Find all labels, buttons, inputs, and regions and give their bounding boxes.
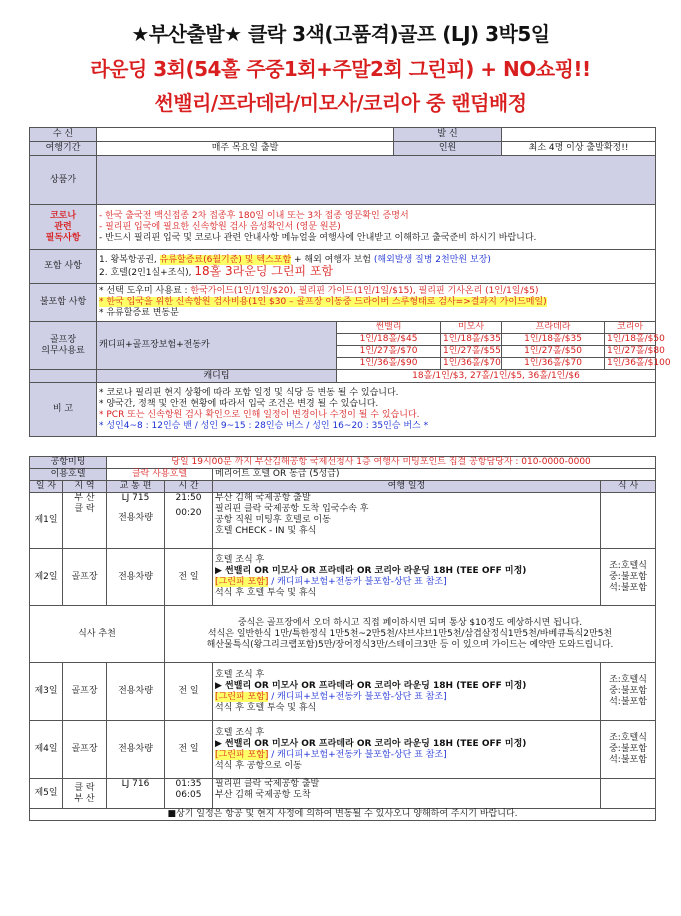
col-header-region: 지 역	[63, 481, 107, 493]
fee-cell: 1인/36홀/$70	[502, 358, 605, 370]
meals-cell: 조:호텔식 중:불포함 석:불포함	[601, 663, 656, 721]
time-cell: 전 일	[165, 549, 213, 606]
title-line3: 썬밸리/프라데라/미모사/코리아 중 랜덤배정	[154, 91, 527, 115]
caddy-tip-value: 18홀/1인/$3, 27홀/1인/$5, 36홀/1인/$6	[337, 370, 656, 383]
golf-fee-row-label: 캐디피+골프장보험+전동카	[97, 322, 337, 370]
fee-cell: 1인/27홀/$70	[337, 346, 441, 358]
from-value	[502, 128, 656, 142]
period-value: 매주 목요일 출발	[97, 142, 394, 156]
region-cell: 클 락 부 산	[63, 779, 107, 809]
table-row	[30, 549, 656, 606]
transport-cell: 전용차량	[107, 549, 165, 606]
fee-cell: 1인/36홀/$90	[337, 358, 441, 370]
day-cell: 제2일	[30, 549, 63, 606]
course-pradera: 프라데라	[502, 322, 605, 334]
transport-cell: LJ 715 전용차량	[107, 493, 165, 549]
golf-fee-label: 골프장 의무사용료	[30, 322, 97, 370]
from-label: 발 신	[394, 128, 502, 142]
covid-notice: - 한국 출국전 백신접종 2차 접종후 180일 이내 또는 3차 접종 영문확인 증명서 - 필리핀 입국에 필요한 신속항원 검사 음성확인서 (영문 원본) - 반드시 필리핀 입국 및 코로나 관련 안내사항 메뉴얼을 여행사에 안내받고 이해하고 출국준비 하시기 바랍니다.	[97, 205, 656, 250]
meals-cell: 조:호텔식 중:불포함 석:불포함	[601, 721, 656, 779]
col-header-meals: 식 사	[601, 481, 656, 493]
table-row	[30, 721, 656, 779]
day-cell: 제4일	[30, 721, 63, 779]
meals-cell	[601, 493, 656, 549]
to-value	[97, 128, 394, 142]
schedule-cell: 부산 김해 국제공항 출발 필리핀 클락 국제공항 도착 입국수속 후 공항 직원 미팅후 호텔로 이동 호텔 CHECK - IN 및 휴식	[213, 493, 601, 549]
table-row	[30, 493, 656, 549]
fee-cell: 1인/18홀/$35	[502, 334, 605, 346]
included-items: 1. 왕복항공권, 유류할증료(6월기준) 및 텍스포함 + 해외 여행자 보험 (해외발생 질병 2천만원 보장) 2. 호텔(2인1실+조식), 18홀 3라운딩 그린피 포함	[97, 250, 656, 284]
time-cell: 전 일	[165, 721, 213, 779]
itinerary-table	[29, 456, 656, 821]
excluded-items: * 선택 도우미 사용료 : 한국가이드(1인/1일/$20), 필리핀 가이드(1인/1일/$15), 필리핀 기사온리 (1인/1일/$5) * 한국 입국을 위한 신속항원 검사비용(1인 $30 – 골프장 이동중 드라이버 스루형태로 검사=>결과지 가이드메일) * 유류할증료 변동분	[97, 284, 656, 322]
table-row	[30, 779, 656, 809]
hotel-city: 클락 사용호텔	[107, 469, 213, 481]
region-cell: 골프장	[63, 549, 107, 606]
to-label: 수 신	[30, 128, 97, 142]
fee-cell: 1인/27홀/$50	[502, 346, 605, 358]
day-cell: 제3일	[30, 663, 63, 721]
day-cell: 제1일	[30, 493, 63, 549]
product-info-table	[29, 127, 671, 437]
time-cell: 전 일	[165, 663, 213, 721]
col-header-day: 일 자	[30, 481, 63, 493]
fee-cell: 1인/27홀/$80	[605, 346, 656, 358]
time-cell: 01:35 06:05	[165, 779, 213, 809]
meal-recommendation-label: 식사 추천	[30, 606, 165, 663]
schedule-cell: 호텔 조식 후 ▶ 썬밸리 OR 미모사 OR 프라데라 OR 코리아 라운딩 18H (TEE OFF 미정) [그린피 포함] / 캐디피+보험+전동카 불포함-상단 표 참조] 석식 후 호텔 투숙 및 휴식	[213, 663, 601, 721]
region-cell: 골프장	[63, 721, 107, 779]
title-line1: ★부산출발★ 클락 3색(고품격)골프 (LJ) 3박5일	[131, 22, 550, 46]
course-sunvalley: 썬밸리	[337, 322, 441, 334]
region-cell: 골프장	[63, 663, 107, 721]
course-korea: 코리아	[605, 322, 656, 334]
blank-cell	[30, 370, 97, 383]
notes-content: * 코로나 필리핀 현지 상황에 따라 포함 일정 및 식당 등 변동 될 수 있습니다. * 양국간, 정책 및 안전 현황에 따라서 입국 조건은 변경 될 수 있습니다. * PCR 또는 신속항원 검사 확인으로 인해 일정이 변경이나 수정이 될 수 있습니다. * 성인4~8 : 12인승 밴 / 성인 9~15 : 28인승 버스 / 성인 16~20 : 35인승 버스 *	[97, 383, 656, 437]
excluded-label: 불포함 사항	[30, 284, 97, 322]
period-label: 여행기간	[30, 142, 97, 156]
pax-label: 인원	[394, 142, 502, 156]
footnote: ■상기 일정은 항공 및 현지 사정에 의하여 변동될 수 있사오니 양해하여 주시기 바랍니다.	[30, 809, 656, 821]
covid-label: 코로나 관련 필독사항	[30, 205, 97, 250]
meeting-info: 당일 19시00분 까지 부산김해공항 국제선청사 1층 여행사 미팅포인트 집결 공항담당자 : 010-0000-0000	[107, 457, 656, 469]
fee-cell: 1인/36홀/$100	[605, 358, 656, 370]
transport-cell: LJ 716	[107, 779, 165, 809]
schedule-cell: 필리핀 클락 국제공항 출발 부산 김해 국제공항 도착	[213, 779, 601, 809]
included-label: 포함 사항	[30, 250, 97, 284]
transport-cell: 전용차량	[107, 721, 165, 779]
region-cell: 부 산 클 락	[63, 493, 107, 549]
product-price-label: 상품가	[30, 156, 97, 205]
fee-cell: 1인/18홀/$50	[605, 334, 656, 346]
table-row	[30, 663, 656, 721]
meals-cell	[601, 779, 656, 809]
col-header-transport: 교 통 편	[107, 481, 165, 493]
col-header-time: 시 간	[165, 481, 213, 493]
fee-cell: 1인/36홀/$70	[441, 358, 502, 370]
course-mimosa: 미모사	[441, 322, 502, 334]
schedule-cell: 호텔 조식 후 ▶ 썬밸리 OR 미모사 OR 프라데라 OR 코리아 라운딩 18H (TEE OFF 미정) [그린피 포함] / 캐디피+보험+전동카 불포함-상단 표 참조] 석식 후 호텔 투숙 및 휴식	[213, 549, 601, 606]
hotel-value: 메리어트 호텔 OR 동급 (5성급)	[213, 469, 656, 481]
pax-value: 최소 4명 이상 출발확정!!	[502, 142, 656, 156]
fee-cell: 1인/18홀/$35	[441, 334, 502, 346]
title-line2: 라운딩 3회(54홀 주중1회+주말2회 그린피) + NO쇼핑!!	[90, 57, 591, 81]
notes-label: 비 고	[30, 383, 97, 437]
meeting-label: 공항미팅	[30, 457, 107, 469]
col-header-schedule: 여행 일정	[213, 481, 601, 493]
schedule-cell: 호텔 조식 후 ▶ 썬밸리 OR 미모사 OR 프라데라 OR 코리아 라운딩 18H (TEE OFF 미정) [그린피 포함] / 캐디피+보험+전동카 불포함-상단 표 참조] 석식 후 공항으로 이동	[213, 721, 601, 779]
fee-cell: 1인/27홀/$55	[441, 346, 502, 358]
caddy-tip-label: 캐디팁	[97, 370, 337, 383]
hotel-label: 이용호텔	[30, 469, 107, 481]
table-row	[30, 606, 656, 663]
time-cell: 21:50 00:20	[165, 493, 213, 549]
meal-recommendation-content: 중식은 골프장에서 오더 하시고 직접 페이하시면 되며 통상 $10정도 예상하시면 됩니다. 석식은 일반한식 1만/특한정식 1만5천~2만5천/샤브샤브1만5천/삼겹살정식1만5천/바베큐특식2만5천 해산물특식(왕그리크랩포함)5만/장어정식3만/스테이크3만 등 이 있으며 가이드는 예약만 도와드립니다.	[165, 606, 656, 663]
day-cell: 제5일	[30, 779, 63, 809]
fee-cell: 1인/18홀/$45	[337, 334, 441, 346]
transport-cell: 전용차량	[107, 663, 165, 721]
meals-cell: 조:호텔식 중:불포함 석:불포함	[601, 549, 656, 606]
product-price-value	[97, 156, 656, 205]
